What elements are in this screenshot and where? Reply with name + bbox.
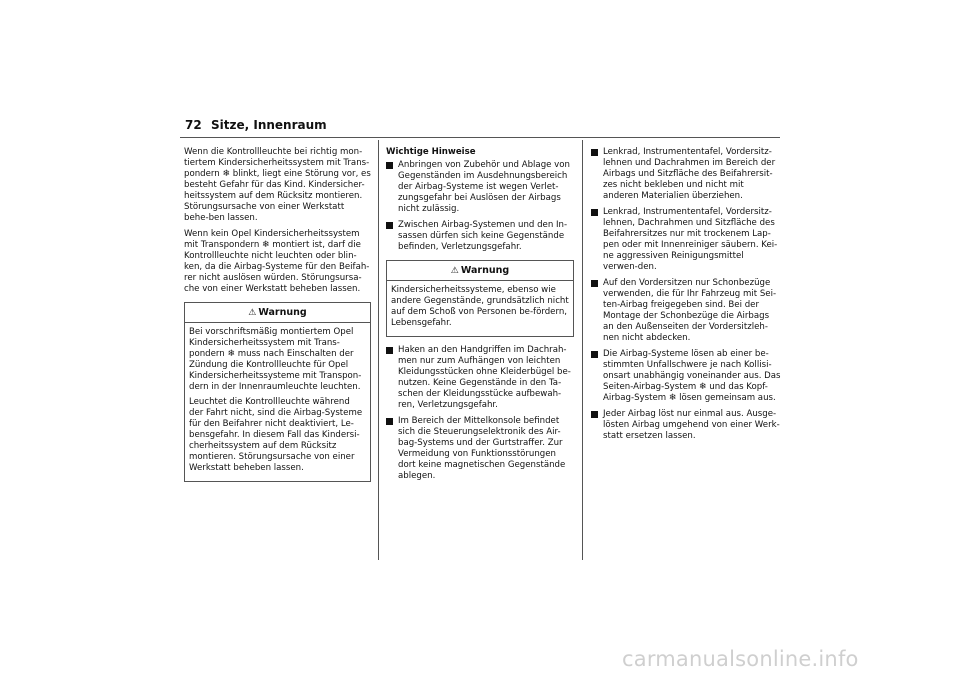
warning-header: ⚠ Warnung: [387, 261, 573, 281]
watermark[interactable]: carmanualsonline.info: [622, 647, 859, 671]
airbag-symbol-icon: ❄: [699, 382, 707, 392]
list-item: Lenkrad, Instrumententafel, Vordersitz-lehnen und Dachrahmen im Bereich der Airbags und Sitzfläche des Beifahrersit-zes nicht bekleben und nicht mit anderen Materialien überziehen.: [591, 147, 781, 202]
square-bullet-icon: [591, 351, 598, 358]
section-title: Sitze, Innenraum: [211, 118, 327, 132]
column-left: [184, 147, 371, 490]
list-item: Lenkrad, Instrumententafel, Vordersitz-lehnen, Dachrahmen und Sitzfläche des Beifahrersitzes nur mit trockenem Lap-pen oder mit Innenreiniger säubern. Kei-ne aggressiven Reinigungsmittel verwen-den.: [591, 207, 781, 273]
page-number: 72: [185, 118, 202, 132]
list-item: Im Bereich der Mittelkonsole befindet sich die Steuerungselektronik des Air-bag-Systems und der Gurtstraffer. Zur Vermeidung von Funktionsstörungen dort keine magnetischen Gegenstände ablegen.: [386, 416, 574, 482]
square-bullet-icon: [591, 280, 598, 287]
square-bullet-icon: [386, 222, 393, 229]
square-bullet-icon: [386, 162, 393, 169]
square-bullet-icon: [386, 347, 393, 354]
warning-text: Leuchtet die Kontrollleuchte während der Fahrt nicht, sind die Airbag-Systeme für den Beifahrer nicht deaktiviert, Le-bensgefahr. In diesem Fall das Kindersi-cherheitssystem auf dem Rücksitz montieren. Störungsursache von einer Werkstatt beheben lassen.: [189, 397, 363, 473]
list-item: Zwischen Airbag-Systemen und den In-sassen dürfen sich keine Gegenstände befinden, Verletzungsgefahr.: [386, 220, 574, 253]
warning-box: [184, 302, 371, 482]
airbag-symbol-icon: ❄: [668, 393, 677, 403]
square-bullet-icon: [591, 411, 598, 418]
list-item: Jeder Airbag löst nur einmal aus. Ausge-lösten Airbag umgehend von einer Werk-statt ersetzen lassen.: [591, 409, 781, 442]
paragraph-no-transponder: Wenn kein Opel Kindersicherheitssystem mit Transpondern ❄ montiert ist, darf die Kontrollleuchte nicht leuchten oder blin-ken, da die Airbag-Systeme für den Beifah-rer nicht auslösen würden. Störungsursa-che von einer Werkstatt beheben lassen.: [184, 229, 370, 294]
warning-text: Kindersicherheitssysteme, ebenso wie andere Gegenstände, grundsätzlich nicht auf dem Schoß von Personen be-fördern, Lebensgefahr.: [391, 285, 569, 328]
square-bullet-icon: [386, 418, 393, 425]
column-divider-left: [378, 140, 379, 560]
header-rule: [180, 137, 780, 138]
paragraph-transponder-blinks: Wenn die Kontrollleuchte bei richtig mon-tiertem Kindersicherheitssystem mit Trans-pondern ❄ blinkt, liegt eine Störung vor, es besteht Gefahr für das Kind. Kindersicher-heitssystem auf dem Rücksitz montieren. Störungsursache von einer Werkstatt behe-ben lassen.: [184, 147, 371, 223]
column-middle: [386, 147, 574, 487]
warning-header: ⚠ Warnung: [185, 303, 370, 323]
column-right: [591, 147, 781, 447]
airbag-symbol-icon: ❄: [222, 169, 231, 179]
column-divider-right: [582, 140, 583, 560]
list-item: Haken an den Handgriffen im Dachrah-men nur zum Aufhängen von leichten Kleidungsstücken ohne Kleiderbügel be-nutzen. Keine Gegenstände in den Ta-schen der Kleidungsstücke aufbewah-ren, Verletzungsgefahr.: [386, 345, 574, 411]
section-heading: Wichtige Hinweise: [386, 147, 476, 157]
square-bullet-icon: [591, 149, 598, 156]
list-item: Anbringen von Zubehör und Ablage von Gegenständen im Ausdehnungsbereich der Airbag-Systeme ist wegen Verlet-zungsgefahr bei Auslösen der Airbags nicht zulässig.: [386, 160, 574, 215]
list-item: Die Airbag-Systeme lösen ab einer be-stimmten Unfallschwere je nach Kollisi-onsart unabhängig voneinander aus. Das Seiten-Airbag-System ❄ und das Kopf-Airbag-System ❄ lösen gemeinsam aus.: [591, 349, 781, 404]
square-bullet-icon: [591, 209, 598, 216]
list-item: Auf den Vordersitzen nur Schonbezüge verwenden, die für Ihr Fahrzeug mit Sei-ten-Airbag freigegeben sind. Bei der Montage der Schonbezüge die Airbags an den Außenseiten der Vordersitzleh-nen nicht abdecken.: [591, 278, 781, 344]
warning-triangle-icon: ⚠: [248, 308, 257, 318]
warning-triangle-icon: ⚠: [450, 266, 459, 276]
airbag-symbol-icon: ❄: [227, 349, 236, 359]
airbag-symbol-icon: ❄: [262, 240, 270, 250]
warning-text: Bei vorschriftsmäßig montiertem Opel Kindersicherheitssystem mit Trans-pondern ❄ muss nach Einschalten der Zündung die Kontrollleuchte für Opel Kindersicherheitssysteme mit Transpon-dern in der Innenraumleuchte leuchten.: [189, 327, 362, 392]
warning-box: [386, 260, 574, 337]
